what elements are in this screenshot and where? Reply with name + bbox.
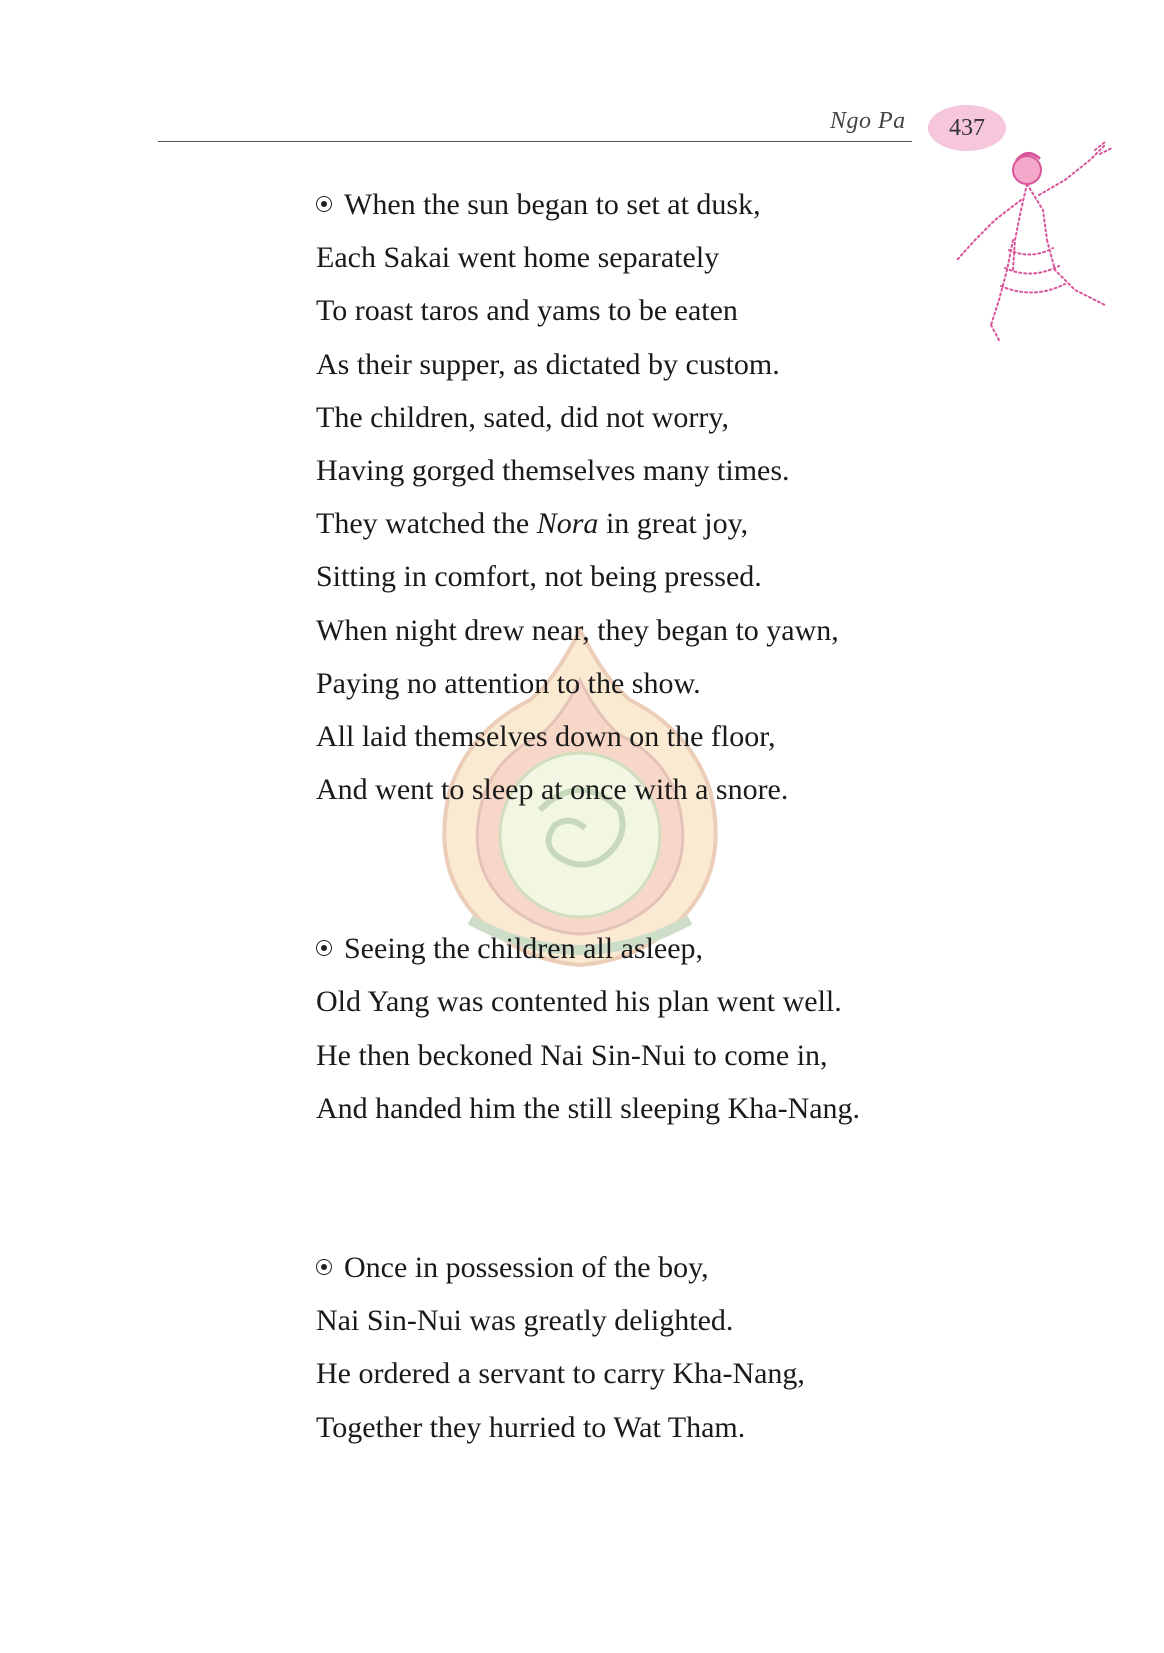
stanza-1	[316, 178, 956, 816]
verse-line	[316, 922, 956, 975]
verse-line: Sitting in comfort, not being pressed.	[316, 560, 762, 594]
verse-line	[316, 1241, 956, 1294]
verse-line	[316, 497, 956, 550]
bullseye-bullet-icon	[316, 940, 332, 956]
stanza-gap	[316, 816, 956, 922]
nora-dancer-illustration	[955, 140, 1115, 345]
verse-line: Nai Sin-Nui was greatly delighted.	[316, 1304, 734, 1338]
stanza-2	[316, 922, 956, 1135]
verse-line: Paying no attention to the show.	[316, 666, 701, 700]
bullseye-bullet-icon	[316, 196, 332, 212]
verse-line: Having gorged themselves many times.	[316, 453, 790, 487]
verse-line: All laid themselves down on the floor,	[316, 719, 776, 753]
header-rule	[158, 141, 912, 142]
poem	[316, 178, 956, 1454]
verse-line: When night drew near, they began to yawn,	[316, 613, 839, 647]
verse-line: He ordered a servant to carry Kha-Nang,	[316, 1357, 805, 1391]
verse-text: Once in possession of the boy,	[344, 1251, 709, 1284]
verse-line: And handed him the still sleeping Kha-Nang.	[316, 1091, 861, 1125]
verse-line: Old Yang was contented his plan went well.	[316, 985, 842, 1019]
verse-line: Each Sakai went home separately	[316, 241, 720, 275]
verse-line: And went to sleep at once with a snore.	[316, 773, 789, 807]
stanza-3	[316, 1241, 956, 1454]
verse-text-after: in great joy,	[598, 507, 749, 541]
verse-text-before: They watched the	[316, 507, 537, 541]
verse-line: To roast taros and yams to be eaten	[316, 294, 738, 328]
page-number: 437	[949, 114, 985, 141]
verse-line: As their supper, as dictated by custom.	[316, 347, 780, 381]
verse-line: Together they hurried to Wat Tham.	[316, 1410, 746, 1444]
stanza-gap	[316, 1135, 956, 1241]
verse-text-italic: Nora	[536, 507, 599, 541]
running-title: Ngo Pa	[830, 108, 906, 134]
bullseye-bullet-icon	[316, 1259, 332, 1275]
verse-text: When the sun began to set at dusk,	[344, 188, 761, 221]
verse-line	[316, 178, 956, 231]
verse-line: The children, sated, did not worry,	[316, 400, 729, 434]
verse-line: He then beckoned Nai Sin-Nui to come in,	[316, 1038, 828, 1072]
verse-text: Seeing the children all asleep,	[344, 932, 704, 966]
